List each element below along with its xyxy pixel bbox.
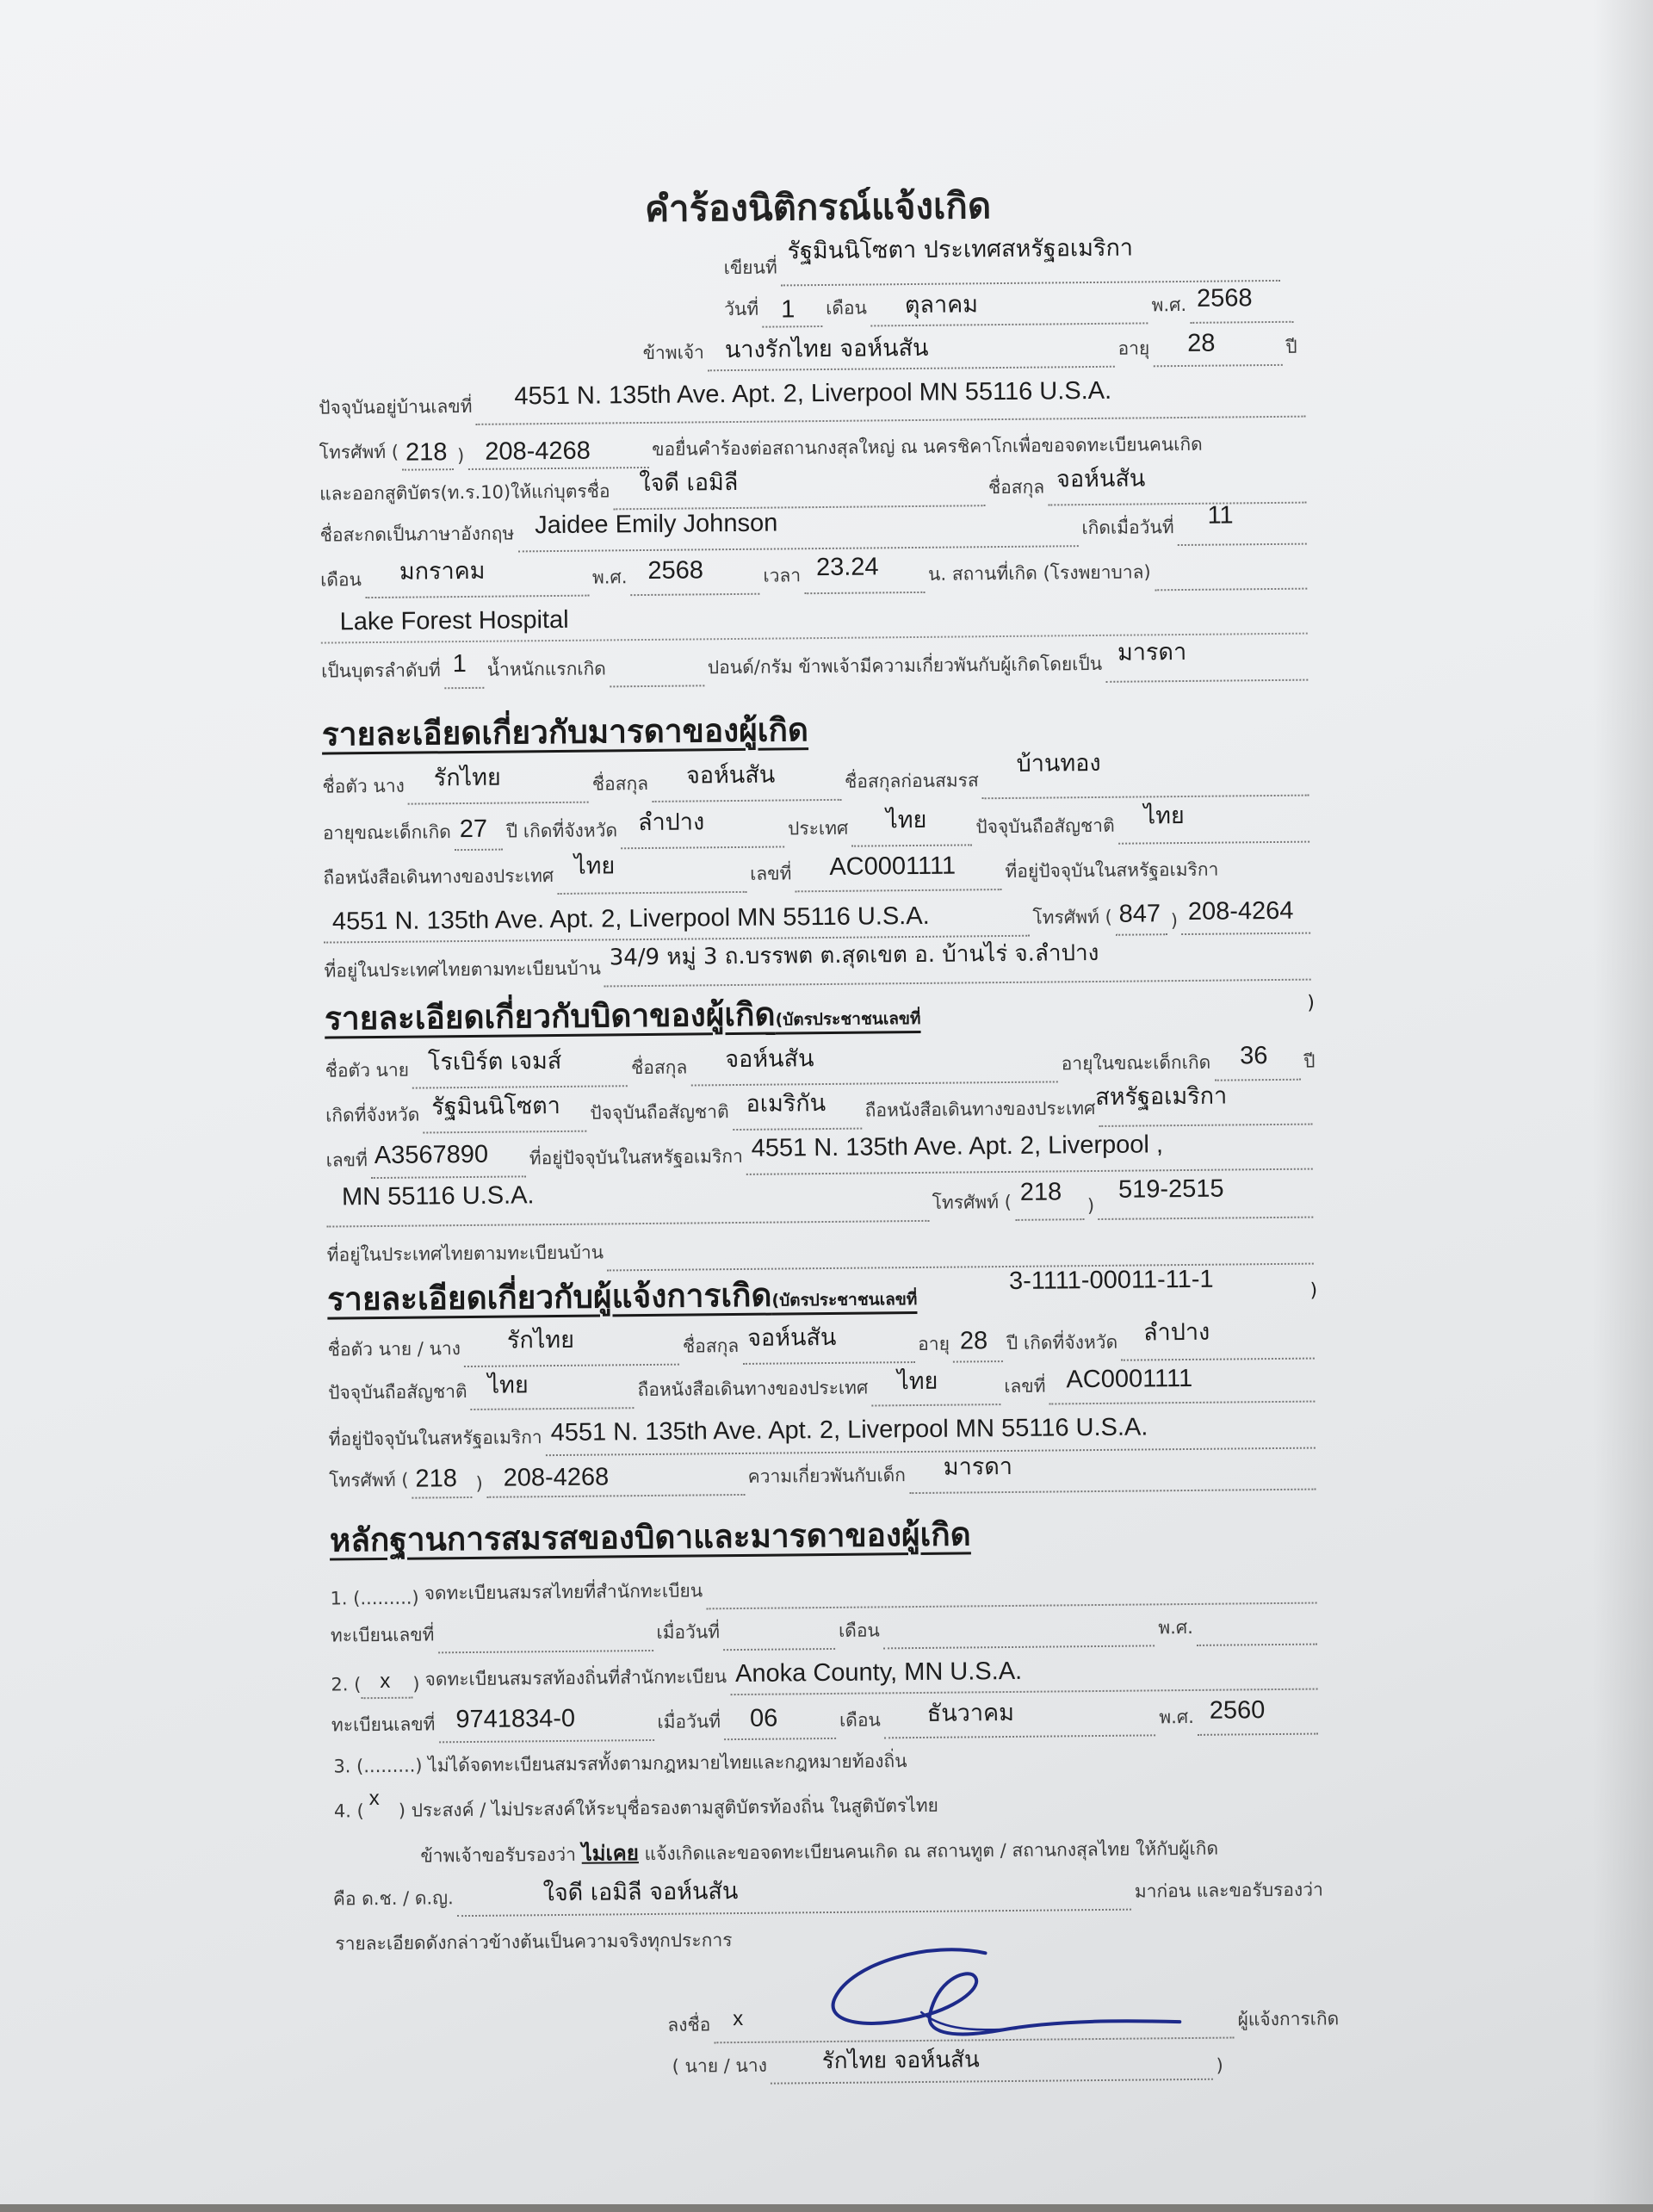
marriage-item2-month-label: เดือน [839, 1709, 881, 1731]
signer-name-value: รักไทย จอห์นสัน [821, 2047, 980, 2075]
informant-id-label: (บัตรประชาชนเลขที่ [771, 1290, 918, 1310]
marriage-item4-text: ) ประสงค์ / ไม่ประสงค์ให้ระบุชื่อรองตามสูติบัตรท้องถิ่น ในสูติบัตรไทย [398, 1794, 939, 1821]
signature-row [667, 1994, 1339, 2043]
father-phone-number-value: 519-2515 [1117, 1174, 1224, 1204]
marriage-item2-month-field [884, 1693, 1156, 1738]
informant-province-value: ลำปาง [1142, 1318, 1210, 1347]
father-surname-label: ชื่อสกุล [630, 1056, 688, 1079]
declaration-line2 [333, 1866, 1323, 1918]
informant-nationality-label: ปัจจุบันถือสัญชาติ [328, 1381, 467, 1403]
marriage-item2-year-label: พ.ศ. [1159, 1706, 1194, 1728]
form-title: คำร้องนิติกรณ์แจ้งเกิด [644, 184, 992, 230]
informant-province-label: ปี เกิดที่จังหวัด [1006, 1331, 1118, 1354]
signature-label: ลงชื่อ [667, 2014, 711, 2035]
birth-time-field [804, 550, 925, 594]
signature-field [714, 1996, 1235, 2044]
birth-order-row [321, 638, 1311, 691]
marriage-item1-month-field [883, 1603, 1155, 1649]
father-age-value: 36 [1240, 1042, 1268, 1070]
father-us-address-line2: MN 55116 U.S.A. [341, 1181, 535, 1211]
marriage-item2-row [331, 1647, 1321, 1700]
marriage-item3: 3. (.........) ไม่ได้จดทะเบียนสมรสทั้งตามกฎหมายไทยและกฎหมายท้องถิ่น [333, 1750, 907, 1777]
address-row [319, 375, 1309, 427]
english-name-field [517, 504, 1079, 552]
marriage-item1-prefix: 1. (.........) [330, 1587, 419, 1609]
mother-thai-address-field [604, 938, 1311, 988]
written-at-label: เขียนที่ [723, 257, 777, 279]
father-passport-no-label: เลขที่ [325, 1149, 368, 1171]
mother-country-field [851, 802, 972, 846]
mother-passport-country-value: ไทย [573, 852, 616, 880]
father-age-field [1214, 1038, 1300, 1081]
address-label: ปัจจุบันอยู่บ้านเลขที่ [319, 395, 473, 418]
child-surname-field [1048, 461, 1306, 506]
birth-year-value: 2568 [647, 556, 704, 585]
mother-us-address-label: ที่อยู่ปัจจุบันในสหรัฐอเมริกา [1005, 858, 1219, 882]
marriage-item2-reg-label: ทะเบียนเลขที่ [331, 1713, 436, 1736]
birth-order-value: 1 [452, 649, 467, 678]
father-us-address-label: ที่อยู่ปัจจุบันในสหรัฐอเมริกา [529, 1145, 743, 1169]
birth-month-label: เดือน [320, 569, 362, 591]
marriage-item1-year-field [1197, 1602, 1317, 1646]
signer-row [672, 2037, 1223, 2085]
mother-age-field [455, 808, 503, 852]
father-nationality-label: ปัจจุบันถือสัญชาติ [590, 1101, 729, 1124]
mother-address-row: 4551 N. 135th Ave. Apt. 2, Liverpool MN 55116 U.S.A. โทรศัพท์ ( 847 ) 208-4264 [324, 891, 1314, 944]
informant-phone-number-value: 208-4268 [503, 1463, 610, 1492]
father-phone-area-value: 218 [1019, 1178, 1062, 1206]
child-surname-label: ชื่อสกุล [987, 476, 1045, 499]
father-thai-address-field [607, 1222, 1314, 1272]
mother-province-field [621, 804, 784, 849]
relationship-field [1105, 638, 1308, 683]
mother-passport-no-field [795, 847, 1001, 892]
mother-passport-no-label: เลขที่ [750, 863, 792, 884]
father-first-name-label: ชื่อตัว นาย [325, 1059, 410, 1081]
declaration-line2-end: มาก่อน และขอรับรองว่า [1134, 1879, 1323, 1902]
declaration-never: ไม่เคย [581, 1841, 639, 1866]
marriage-item1-reg-field [437, 1608, 653, 1653]
mother-age-label: อายุขณะเด็กเกิด [322, 821, 451, 844]
marriage-item2-prefix: 2. ( [331, 1674, 362, 1695]
english-name-label: ชื่อสะกดเป็นภาษาอังกฤษ [319, 523, 515, 546]
date-month-label: เดือน [826, 297, 868, 319]
marriage-item2-day-field [724, 1696, 836, 1740]
marriage-heading: หลักฐานการสมรสของบิดาและมารดาของผู้เกิด [329, 1515, 971, 1559]
marriage-item2-office-value: Anoka County, MN U.S.A. [734, 1657, 1023, 1688]
father-nationality-field [732, 1087, 861, 1131]
phone-number-value: 208-4268 [485, 437, 591, 466]
mother-country-value: ไทย [886, 806, 927, 834]
date-row [724, 280, 1297, 328]
signer-name-field [771, 2037, 1213, 2085]
phone-number-field [467, 425, 648, 470]
phone-row: โทรศัพท์ ( 218 ) 208-4268 ขอยื่นคำร้องต่อสถานกงสุลใหญ่ ณ นครชิคาโกเพื่อขอจดทะเบียนคนเกิด [319, 419, 1309, 472]
mother-birth-row [323, 800, 1313, 852]
informant-relation-field [909, 1447, 1316, 1495]
mother-passport-country-field [557, 850, 746, 895]
father-us-address-field [746, 1127, 1313, 1175]
father-surname-value: จอห์นสัน [725, 1045, 814, 1074]
mother-heading: รายละเอียดเกี่ยวกับมารดาของผู้เกิด [321, 711, 809, 753]
father-birth-row [325, 1082, 1316, 1135]
mother-thai-address-row [324, 938, 1314, 990]
father-age-unit: ปี [1303, 1050, 1316, 1072]
child-first-name-field [613, 463, 985, 510]
father-province-field [423, 1089, 586, 1134]
birth-month-value: มกราคม [399, 557, 486, 586]
mother-maiden-value: บ้านทอง [1016, 749, 1101, 778]
birth-year-field [630, 552, 759, 596]
declaration-line3: รายละเอียดดังกล่าวข้างต้นเป็นความจริงทุกประการ [335, 1930, 733, 1955]
mother-surname-value: จอห์นสัน [685, 761, 776, 790]
informant-age-label: อายุ [918, 1333, 950, 1354]
father-passport-no-value: A3567890 [374, 1140, 489, 1170]
informant-us-address-label: ที่อยู่ปัจจุบันในสหรัฐอเมริกา [328, 1427, 542, 1450]
birth-place-tail [1154, 547, 1307, 592]
informant-first-name-value: รักไทย [506, 1326, 575, 1354]
child-first-name-value: ใจดี เอมิลี [639, 468, 739, 498]
marriage-item2-reg-field [438, 1698, 653, 1743]
marriage-item1-year-label: พ.ศ. [1158, 1616, 1193, 1639]
informant-us-address-value: 4551 N. 135th Ave. Apt. 2, Liverpool MN 55116 U.S.A. [550, 1413, 1148, 1447]
mother-phone-number-value: 208-4264 [1187, 896, 1294, 926]
father-passport-country-label: ถือหนังสือเดินทางของประเทศ [864, 1098, 1096, 1121]
marriage-item2-check [361, 1656, 412, 1700]
applicant-age-field [1153, 323, 1282, 367]
applicant-row [642, 323, 1297, 372]
marriage-item1-reg-label: ทะเบียนเลขที่ [330, 1624, 435, 1646]
marriage-item2-prefix-close: ) [412, 1673, 420, 1695]
marriage-item4 [333, 1787, 939, 1826]
english-name-row [319, 502, 1309, 555]
informant-nationality-field [470, 1366, 634, 1410]
mother-first-name-field [408, 760, 589, 805]
declaration-child-name-value: ใจดี เอมิลี จอห์นสัน [542, 1878, 739, 1907]
father-address-row2: MN 55116 U.S.A. โทรศัพท์ ( 218 ) 519-2515 [326, 1175, 1316, 1228]
informant-first-name-label: ชื่อตัว นาย / นาง [327, 1338, 461, 1360]
marriage-item2-reg-value: 9741834-0 [455, 1704, 576, 1734]
informant-passport-no-value: AC0001111 [1066, 1364, 1193, 1394]
marriage-item1-month-label: เดือน [838, 1620, 880, 1641]
written-at-value: รัฐมินนิโซตา ประเทศสหรัฐอเมริกา [787, 234, 1134, 265]
father-phone-area-field [1015, 1177, 1084, 1221]
father-heading [325, 984, 1316, 1044]
written-at-field [780, 234, 1279, 287]
marriage-item1-reg-row [331, 1602, 1321, 1655]
father-surname-field [690, 1039, 1058, 1086]
mother-maiden-label: ชื่อสกุลก่อนสมรส [844, 770, 979, 792]
weight-field [610, 643, 704, 687]
applicant-age-unit: ปี [1285, 336, 1297, 357]
marriage-item2-reg-row [331, 1692, 1322, 1744]
father-passport-country-value: สหรัฐอเมริกา [1095, 1082, 1228, 1112]
mother-province-value: ลำปาง [637, 809, 705, 837]
phone-label: โทรศัพท์ ( [319, 441, 399, 463]
applicant-field [708, 325, 1115, 372]
mother-first-name-label: ชื่อตัว นาง [322, 775, 405, 797]
father-passport-row [325, 1127, 1316, 1180]
marriage-item1-date-label: เมื่อวันที่ [656, 1621, 721, 1643]
informant-id-value: 3-1111-00011-11-1 [1008, 1265, 1214, 1295]
mother-passport-row [323, 845, 1313, 897]
informant-phone-number-field [486, 1453, 744, 1498]
father-first-name-field [412, 1044, 628, 1088]
written-at-row [723, 234, 1283, 287]
father-id-label: (บัตรประชาชนเลขที่ [775, 1008, 921, 1030]
birth-order-field [443, 646, 483, 689]
birth-time-value: 23.24 [815, 553, 879, 582]
mother-nationality-field [1117, 800, 1309, 845]
weight-unit-label: ปอนด์/กรัม ข้าพเจ้ามีความเกี่ยวพันกับผู้เกิดโดยเป็น [707, 653, 1103, 678]
mother-passport-country-label: ถือหนังสือเดินทางของประเทศ [323, 865, 554, 889]
informant-phone-row: โทรศัพท์ ( 218 ) 208-4268 ความเกี่ยวพันกับเด็ก มารดา [329, 1447, 1319, 1500]
marriage-item2-year-field [1198, 1692, 1318, 1736]
marriage-item2-mark: x [380, 1669, 391, 1694]
declaration-line2-label: คือ ด.ช. / ด.ญ. [332, 1887, 454, 1910]
informant-phone-area-value: 218 [415, 1465, 458, 1493]
father-thai-address-label: ที่อยู่ในประเทศไทยตามทะเบียนบ้าน [326, 1242, 604, 1266]
date-year-value: 2568 [1196, 284, 1253, 313]
father-us-address-line1: 4551 N. 135th Ave. Apt. 2, Liverpool , [751, 1131, 1164, 1162]
informant-phone-label: โทรศัพท์ ( [329, 1469, 409, 1491]
informant-passport-country-label: ถือหนังสือเดินทางของประเทศ [637, 1377, 869, 1401]
father-phone-label: โทรศัพท์ ( [932, 1191, 1012, 1213]
date-year-label: พ.ศ. [1151, 294, 1187, 316]
informant-relation-label: ความเกี่ยวพันกับเด็ก [747, 1465, 907, 1487]
father-us-address-line2-field [326, 1179, 929, 1228]
father-heading-text: รายละเอียดเกี่ยวกับบิดาของผู้เกิด [324, 995, 776, 1038]
mother-maiden-field [982, 749, 1309, 800]
informant-surname-label: ชื่อสกุล [682, 1335, 740, 1357]
marriage-item1-day-field [723, 1607, 835, 1651]
father-passport-no-field [371, 1134, 526, 1179]
date-year-field [1190, 280, 1293, 324]
declaration-line1-end: แจ้งเกิดและขอจดทะเบียนคนเกิด ณ สถานทูต / สถานกงสุลไทย ให้กับผู้เกิด [644, 1837, 1219, 1865]
applicant-value: นางรักไทย จอห์นสัน [724, 334, 929, 364]
father-nationality-value: อเมริกัน [746, 1090, 826, 1118]
mother-thai-address-label: ที่อยู่ในประเทศไทยตามทะเบียนบ้าน [324, 957, 601, 982]
birth-month-field [365, 554, 589, 598]
birth-time-label: เวลา [763, 565, 802, 586]
informant-nationality-value: ไทย [487, 1372, 529, 1399]
english-name-value: Jaidee Emily Johnson [534, 509, 778, 540]
informant-passport-no-field [1049, 1360, 1315, 1405]
signature-mark: x [733, 2006, 744, 2031]
marriage-item4-mark: x [368, 1787, 380, 1811]
marriage-item2-day-value: 06 [749, 1704, 778, 1732]
mother-surname-field [652, 758, 841, 802]
marriage-item2-month-value: ธันวาคม [926, 1699, 1015, 1727]
declaration-line1 [420, 1831, 1218, 1872]
marriage-item2-date-label: เมื่อวันที่ [657, 1711, 721, 1732]
weight-label: น้ำหนักแรกเกิด [486, 658, 606, 680]
birth-order-label: เป็นบุตรลำดับที่ [321, 660, 441, 682]
mother-nationality-value: ไทย [1143, 802, 1185, 830]
signer-close: ) [1216, 2054, 1223, 2076]
date-day-label: วันที่ [724, 298, 759, 320]
informant-age-field [953, 1319, 1003, 1363]
informant-phone-area-field [412, 1455, 472, 1499]
mother-passport-no-value: AC0001111 [829, 852, 957, 881]
informant-nationality-row [328, 1360, 1318, 1412]
father-province-label: เกิดที่จังหวัด [325, 1104, 420, 1126]
signature-role: ผู้แจ้งการเกิด [1237, 2008, 1340, 2030]
declaration-child-name-field [456, 1868, 1131, 1918]
declaration-line1-start: ข้าพเจ้าขอรับรองว่า [420, 1843, 577, 1867]
address-field [475, 375, 1305, 425]
date-month-field [870, 281, 1148, 326]
father-passport-country-field [1095, 1082, 1312, 1127]
mother-province-label: ปี เกิดที่จังหวัด [505, 820, 618, 842]
applicant-age-value: 28 [1187, 329, 1216, 357]
applicant-age-label: อายุ [1117, 338, 1150, 359]
mother-country-label: ประเทศ [787, 817, 849, 840]
informant-passport-country-value: ไทย [897, 1367, 938, 1396]
father-province-value: รัฐมินนิโซตา [431, 1092, 561, 1121]
applicant-label: ข้าพเจ้า [642, 342, 705, 364]
date-day-value: 1 [781, 295, 796, 324]
marriage-item2-label: จดทะเบียนสมรสท้องถิ่นที่สำนักทะเบียน [424, 1666, 727, 1690]
signer-label: ( นาย / นาง [672, 2054, 768, 2077]
birth-day-label: เกิดเมื่อวันที่ [1081, 517, 1174, 539]
mother-phone-area-field [1115, 892, 1167, 936]
informant-passport-country-field [871, 1362, 1000, 1406]
marriage-item2-year-value: 2560 [1209, 1696, 1266, 1725]
mother-phone-area-value: 847 [1118, 900, 1161, 928]
marriage-item4-prefix: 4. ( [333, 1800, 364, 1822]
date-day-field [762, 284, 822, 328]
mother-nationality-label: ปัจจุบันถือสัญชาติ [975, 815, 1115, 838]
birth-date-row [320, 547, 1310, 599]
mother-age-value: 27 [459, 815, 488, 844]
mother-first-name-value: รักไทย [433, 764, 501, 792]
informant-age-value: 28 [959, 1327, 988, 1355]
phone-area-value: 218 [405, 438, 448, 467]
birth-day-field [1177, 502, 1306, 546]
informant-surname-field [742, 1320, 914, 1365]
mother-thai-address-value: 34/9 หมู่ 3 ถ.บรรพต ต.สุดเขต อ. บ้านไร่ จ.ลำปาง [609, 939, 1099, 971]
mother-phone-label: โทรศัพท์ ( [1032, 906, 1112, 928]
request-text: ขอยื่นคำร้องต่อสถานกงสุลใหญ่ ณ นครชิคาโกเพื่อขอจดทะเบียนคนเกิด [652, 433, 1203, 460]
mother-surname-label: ชื่อสกุล [591, 772, 649, 795]
father-first-name-value: โรเบิร์ต เจมส์ [427, 1047, 562, 1076]
birth-place-label: น. สถานที่เกิด (โรงพยาบาล) [927, 561, 1151, 585]
birth-place-value: Lake Forest Hospital [339, 605, 569, 636]
informant-first-name-field [464, 1323, 679, 1367]
birth-day-value: 11 [1207, 501, 1234, 530]
father-id-close: ) [1307, 992, 1316, 1014]
informant-surname-value: จอห์นสัน [747, 1323, 837, 1352]
address-value: 4551 N. 135th Ave. Apt. 2, Liverpool MN 55116 U.S.A. [514, 376, 1112, 411]
father-age-label: อายุในขณะเด็กเกิด [1061, 1051, 1211, 1075]
informant-province-field [1121, 1317, 1315, 1361]
informant-relation-value: มารดา [943, 1453, 1013, 1481]
relationship-value: มารดา [1117, 638, 1187, 666]
informant-id-close: ) [1309, 1279, 1318, 1302]
date-month-value: ตุลาคม [904, 291, 979, 319]
mother-phone-number-field [1181, 891, 1310, 935]
marriage-item1-label: จดทะเบียนสมรสไทยที่สำนักทะเบียน [424, 1580, 703, 1604]
birth-year-label: พ.ศ. [591, 567, 628, 588]
father-phone-number-field [1098, 1175, 1313, 1220]
informant-heading-text: รายละเอียดเกี่ยวกับผู้แจ้งการเกิด [326, 1276, 772, 1318]
informant-passport-no-label: เลขที่ [1004, 1375, 1046, 1397]
phone-area-field [402, 427, 454, 471]
mother-us-address-value: 4551 N. 135th Ave. Apt. 2, Liverpool MN 55116 U.S.A. [331, 902, 930, 936]
certificate-label: และออกสูติบัตร(ท.ร.10)ให้แก่บุตรชื่อ [319, 480, 610, 505]
child-surname-value: จอห์นสัน [1056, 465, 1146, 493]
marriage-item2-office-field [730, 1647, 1318, 1696]
